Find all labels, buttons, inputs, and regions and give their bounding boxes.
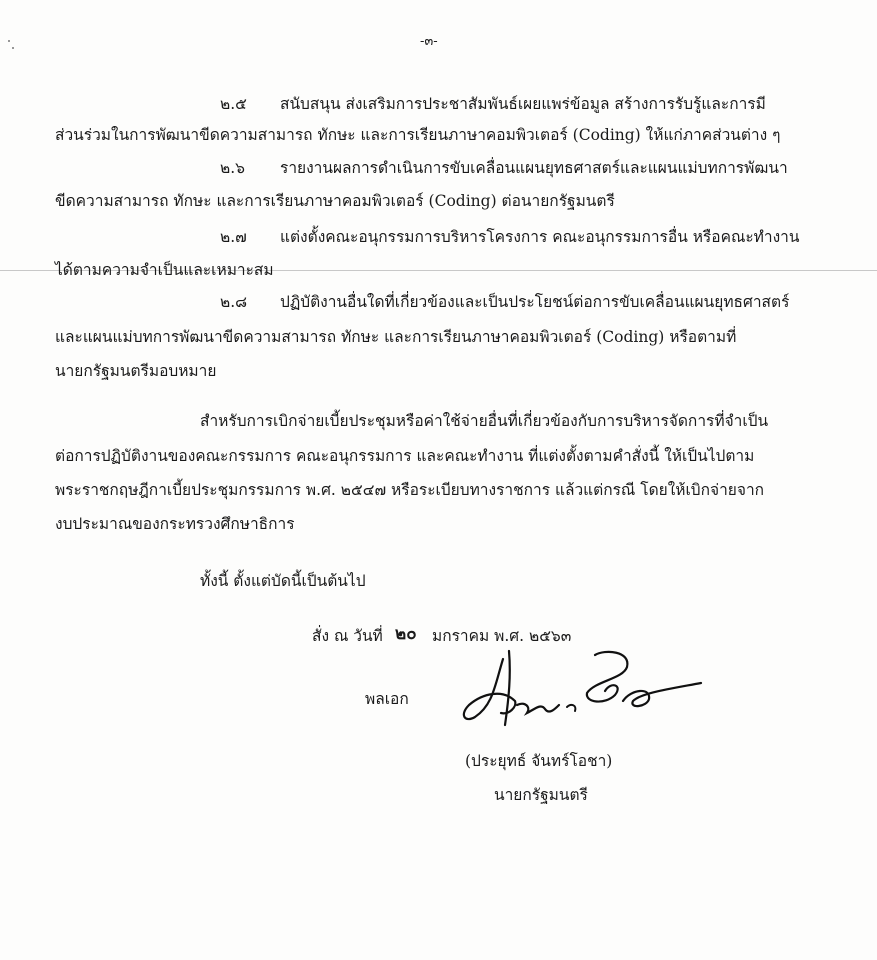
budget-line: งบประมาณของกระทรวงศึกษาธิการ: [55, 515, 295, 533]
item-line: ขีดความสามารถ ทักษะ และการเรียนภาษาคอมพิวเตอร์ (Coding) ต่อนายกรัฐมนตรี: [55, 192, 615, 210]
signature-stroke: [587, 652, 628, 702]
signatory-name: (ประยุทธ์ จันทร์โอชา): [465, 752, 613, 770]
item-line: ได้ตามความจำเป็นและเหมาะสม: [55, 261, 274, 279]
signature-stroke: [517, 704, 559, 713]
order-date-prefix: สั่ง ณ วันที่: [312, 627, 383, 645]
signature-stroke: [623, 683, 701, 706]
item-line: รายงานผลการดำเนินการขับเคลื่อนแผนยุทธศาสตร์และแผนแม่บทการพัฒนา: [280, 159, 788, 177]
scan-speck: [12, 47, 14, 49]
item-line: และแผนแม่บทการพัฒนาขีดความสามารถ ทักษะ และการเรียนภาษาคอมพิวเตอร์ (Coding) หรือตามที่: [55, 328, 737, 346]
effective-statement: ทั้งนี้ ตั้งแต่บัดนี้เป็นต้นไป: [200, 572, 366, 590]
page-number: -๓-: [420, 34, 438, 49]
item-line: สนับสนุน ส่งเสริมการประชาสัมพันธ์เผยแพร่ข้อมูล สร้างการรับรู้และการมี: [280, 95, 766, 113]
item-number: ๒.๕: [220, 95, 247, 113]
budget-line: สำหรับการเบิกจ่ายเบี้ยประชุมหรือค่าใช้จ่ายอื่นที่เกี่ยวข้องกับการบริหารจัดการที่จำเป็น: [200, 412, 769, 430]
item-number: ๒.๘: [220, 293, 248, 311]
item-number: ๒.๖: [220, 159, 245, 177]
signature-stroke: [567, 705, 575, 711]
item-line: ปฏิบัติงานอื่นใดที่เกี่ยวข้องและเป็นประโยชน์ต่อการขับเคลื่อนแผนยุทธศาสตร์: [280, 293, 790, 311]
order-date-month-year: มกราคม พ.ศ. ๒๕๖๓: [432, 627, 572, 645]
order-date-day: ๒๐: [395, 624, 417, 644]
signature-image: [455, 645, 705, 735]
item-line: นายกรัฐมนตรีมอบหมาย: [55, 362, 217, 380]
budget-line: พระราชกฤษฎีกาเบี้ยประชุมกรรมการ พ.ศ. ๒๕๔๗ หรือระเบียบทางราชการ แล้วแต่กรณี โดยให้เบิกจ่ายจาก: [55, 481, 765, 499]
item-number: ๒.๗: [220, 228, 247, 246]
signatory-rank: พลเอก: [365, 690, 409, 708]
item-line: ส่วนร่วมในการพัฒนาขีดความสามารถ ทักษะ และการเรียนภาษาคอมพิวเตอร์ (Coding) ให้แก่ภาคส่วนต่าง ๆ: [55, 126, 781, 144]
item-line: แต่งตั้งคณะอนุกรรมการบริหารโครงการ คณะอนุกรรมการอื่น หรือคณะทำงาน: [280, 228, 800, 246]
signatory-position: นายกรัฐมนตรี: [494, 786, 588, 804]
scan-speck: [8, 40, 10, 42]
budget-line: ต่อการปฏิบัติงานของคณะกรรมการ คณะอนุกรรมการ และคณะทำงาน ที่แต่งตั้งตามคำสั่งนี้ ให้เป็นไปตาม: [55, 447, 755, 465]
signature-stroke: [505, 651, 510, 725]
